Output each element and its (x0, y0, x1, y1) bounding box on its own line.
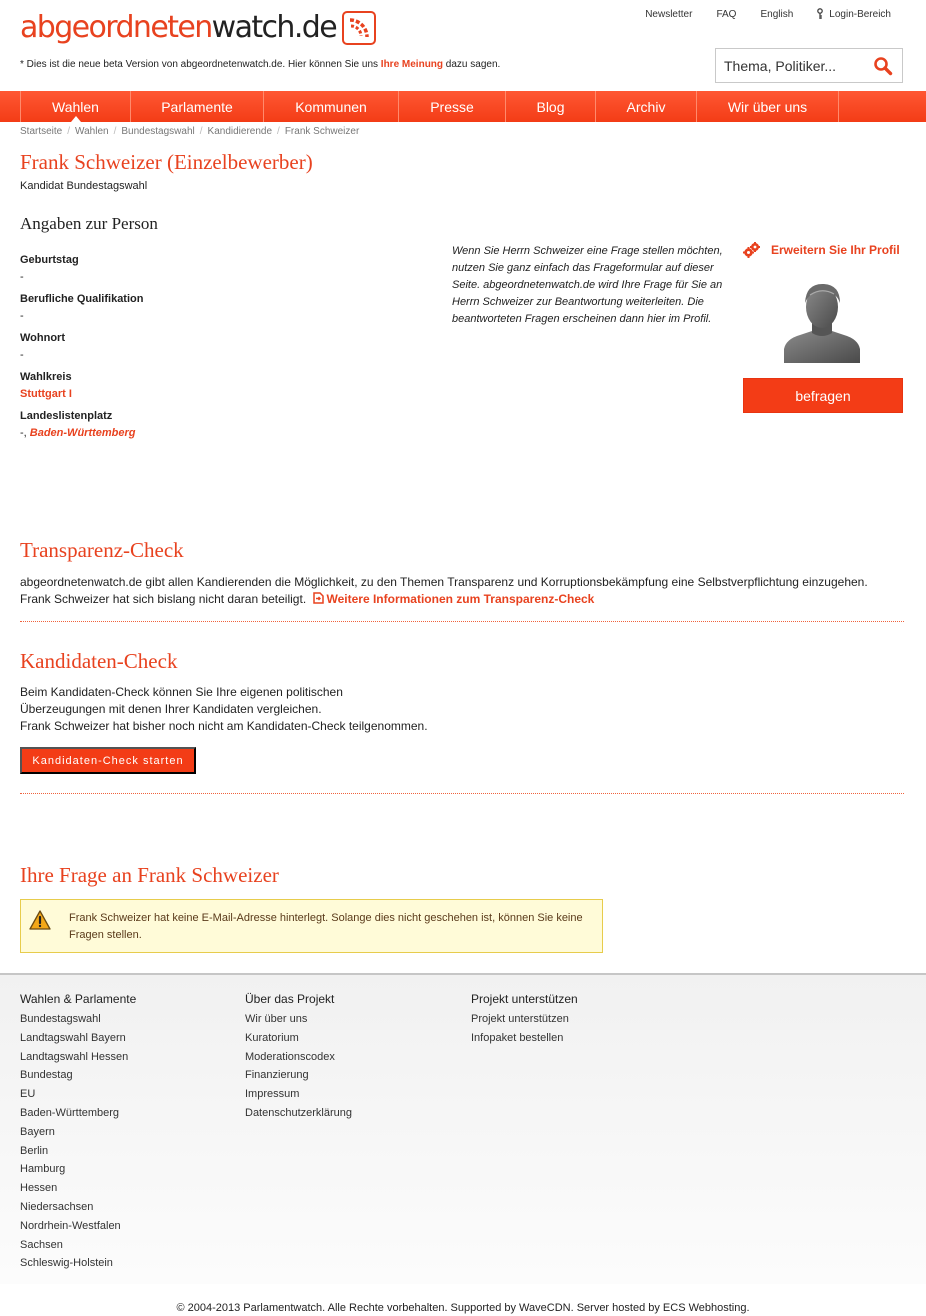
person-section-title: Angaben zur Person (20, 214, 158, 233)
no-email-warning (20, 899, 603, 953)
footer-heading: Projekt unterstützen (471, 992, 578, 1006)
footer-link[interactable]: Landtagswahl Bayern (20, 1031, 126, 1044)
document-link-icon (313, 592, 324, 604)
footer-link[interactable]: Kuratorium (245, 1031, 299, 1044)
footer-column-projekt (245, 992, 352, 1126)
footer-link[interactable]: Sachsen (20, 1238, 63, 1251)
avatar-placeholder-icon (784, 277, 860, 363)
footer-column-unterstuetzen (471, 992, 578, 1051)
search-input[interactable] (724, 58, 864, 74)
footer-link[interactable]: Bundestagswahl (20, 1013, 101, 1025)
breadcrumb-separator: / (113, 126, 117, 137)
footer-link[interactable]: Finanzierung (245, 1069, 309, 1082)
warning-text: Frank Schweizer hat keine E-Mail-Adresse hinterlegt. Solange dies nicht geschehen ist, können Sie keine Fragen stellen. (69, 912, 583, 941)
newsletter-link[interactable]: Newsletter (645, 8, 693, 20)
footer-link[interactable]: Landtagswahl Hessen (20, 1050, 129, 1063)
main-nav (0, 91, 926, 122)
landesliste-prefix: -, (20, 427, 30, 439)
field-value-qualifikation: - (20, 310, 24, 322)
copyright: © 2004-2013 Parlamentwatch. Alle Rechte vorbehalten. Supported by WaveCDN. Server hosted by ECS Webhosting. (176, 1302, 750, 1314)
field-value-wahlkreis (20, 388, 400, 410)
footer-link[interactable]: Baden-Württemberg (20, 1106, 120, 1119)
breadcrumb (20, 126, 359, 137)
field-label-geburtstag: Geburtstag (20, 254, 79, 266)
beta-notice-text: * Dies ist die neue beta Version von abgeordnetenwatch.de. Hier können Sie uns (20, 59, 381, 70)
footer-link[interactable]: Projekt unterstützen (471, 1013, 569, 1025)
field-label-qualifikation: Berufliche Qualifikation (20, 293, 144, 305)
beta-notice (20, 59, 500, 70)
breadcrumb-wahlen[interactable]: Wahlen (75, 126, 109, 137)
footer-link[interactable]: Berlin (20, 1144, 49, 1157)
extend-profile-link[interactable] (743, 242, 900, 258)
footer-link[interactable]: Datenschutzerklärung (245, 1106, 353, 1119)
page-title: Frank Schweizer (Einzelbewerber) (20, 150, 313, 174)
transparency-description: abgeordnetenwatch.de gibt allen Kandierenden die Möglichkeit, zu den Themen Transparenz und Korruptionsbekämpfung eine Selbstverpflichtung einzugehen. Frank Schweizer hat sich bislang nicht daran beteiligt. (20, 575, 868, 606)
field-label-wohnort: Wohnort (20, 332, 66, 344)
nav-item-wir-ueber-uns[interactable]: Wir über uns (697, 91, 839, 122)
transparency-more-link[interactable]: Weitere Informationen zum Transparenz-Check (326, 592, 595, 606)
section-divider (20, 621, 904, 622)
gears-icon (743, 242, 761, 258)
login-link-label: Login-Bereich (829, 8, 891, 20)
nav-item-kommunen[interactable]: Kommunen (264, 91, 399, 122)
footer-link[interactable]: Wir über uns (245, 1013, 308, 1025)
breadcrumb-separator: / (277, 126, 280, 137)
transparency-title: Transparenz-Check (20, 538, 184, 562)
faq-link[interactable]: FAQ (716, 8, 737, 20)
nav-item-blog[interactable]: Blog (506, 91, 596, 122)
wahlkreis-link[interactable]: Stuttgart I (20, 388, 72, 400)
candidate-check-title: Kandidaten-Check (20, 649, 178, 673)
question-info-text: Wenn Sie Herrn Schweizer eine Frage stellen möchten, nutzen Sie ganz einfach das Frageformular auf dieser Seite. abgeordnetenwatch.de wird Ihre Frage für Sie an Herrn Schweizer zur Beantwortung weiterleiten. Die beantworteten Fragen erscheinen dann hier im Profil. (452, 245, 723, 325)
footer-link[interactable]: Impressum (245, 1088, 300, 1101)
footer-link[interactable]: Hessen (20, 1182, 58, 1195)
breadcrumb-bundestagswahl[interactable]: Bundestagswahl (121, 126, 195, 137)
english-link[interactable]: English (760, 8, 794, 20)
extend-profile-label: Erweitern Sie Ihr Profil (771, 243, 900, 257)
search-box (715, 48, 903, 83)
beta-notice-suffix: dazu sagen. (443, 59, 501, 70)
footer-link[interactable]: Bundestag (20, 1069, 73, 1082)
footer-link[interactable]: Moderationscodex (245, 1050, 335, 1063)
footer-column-wahlen (20, 992, 136, 1276)
search-icon[interactable] (873, 56, 893, 76)
section-divider (20, 793, 904, 794)
nav-item-archiv[interactable]: Archiv (596, 91, 697, 122)
page-subtitle: Kandidat Bundestagswahl (20, 180, 148, 192)
footer-link[interactable]: Schleswig-Holstein (20, 1257, 113, 1270)
field-value-geburtstag: - (20, 271, 24, 283)
footer-heading: Über das Projekt (245, 992, 335, 1006)
feedback-link[interactable]: Ihre Meinung (380, 59, 444, 70)
transparency-text (20, 574, 900, 608)
logo-text-part2: watch.de (211, 10, 337, 45)
breadcrumb-separator: / (199, 126, 203, 137)
question-title: Ihre Frage an Frank Schweizer (20, 863, 279, 887)
field-label-landesliste: Landeslistenplatz (20, 410, 113, 422)
start-candidate-check-button[interactable]: Kandidaten-Check starten (20, 747, 196, 774)
field-value-landesliste (20, 427, 400, 449)
footer-link[interactable]: Hamburg (20, 1163, 66, 1176)
breadcrumb-startseite[interactable]: Startseite (20, 126, 63, 137)
footer-link[interactable]: Bayern (20, 1125, 55, 1138)
footer-link[interactable]: Nordrhein-Westfalen (20, 1219, 121, 1232)
warning-icon (29, 910, 51, 930)
logo-text-part1: abgeordneten (20, 10, 212, 45)
footer (0, 973, 926, 1284)
footer-link[interactable]: Niedersachsen (20, 1200, 94, 1213)
field-value-wohnort: - (20, 349, 24, 361)
footer-link[interactable]: Infopaket bestellen (471, 1031, 564, 1044)
login-link[interactable] (817, 8, 891, 20)
site-logo[interactable] (20, 8, 376, 48)
field-label-wahlkreis: Wahlkreis (20, 371, 72, 383)
nav-item-wahlen[interactable]: Wahlen (21, 91, 131, 122)
footer-heading: Wahlen & Parlamente (20, 992, 137, 1006)
logo-signal-icon (342, 11, 376, 45)
candidate-check-line-3: Frank Schweizer hat bisher noch nicht am Kandidaten-Check teilgenommen. (20, 719, 428, 733)
candidate-check-text (20, 684, 428, 735)
candidate-check-line-1: Beim Kandidaten-Check können Sie Ihre eigenen politischen (20, 685, 343, 699)
key-icon (817, 8, 825, 20)
breadcrumb-separator: / (67, 126, 71, 137)
nav-item-parlamente[interactable]: Parlamente (131, 91, 264, 122)
candidate-check-line-2: Überzeugungen mit denen Ihrer Kandidaten vergleichen. (20, 702, 322, 716)
footer-link[interactable]: EU (20, 1088, 36, 1101)
landesliste-link[interactable]: Baden-Württemberg (29, 427, 136, 439)
ask-question-button[interactable]: befragen (743, 378, 903, 413)
top-links (621, 8, 891, 20)
breadcrumb-current: Frank Schweizer (284, 126, 360, 137)
person-fields (20, 254, 400, 449)
breadcrumb-kandidierende[interactable]: Kandidierende (207, 126, 273, 137)
nav-item-presse[interactable]: Presse (399, 91, 506, 122)
nav-spacer (0, 91, 21, 122)
